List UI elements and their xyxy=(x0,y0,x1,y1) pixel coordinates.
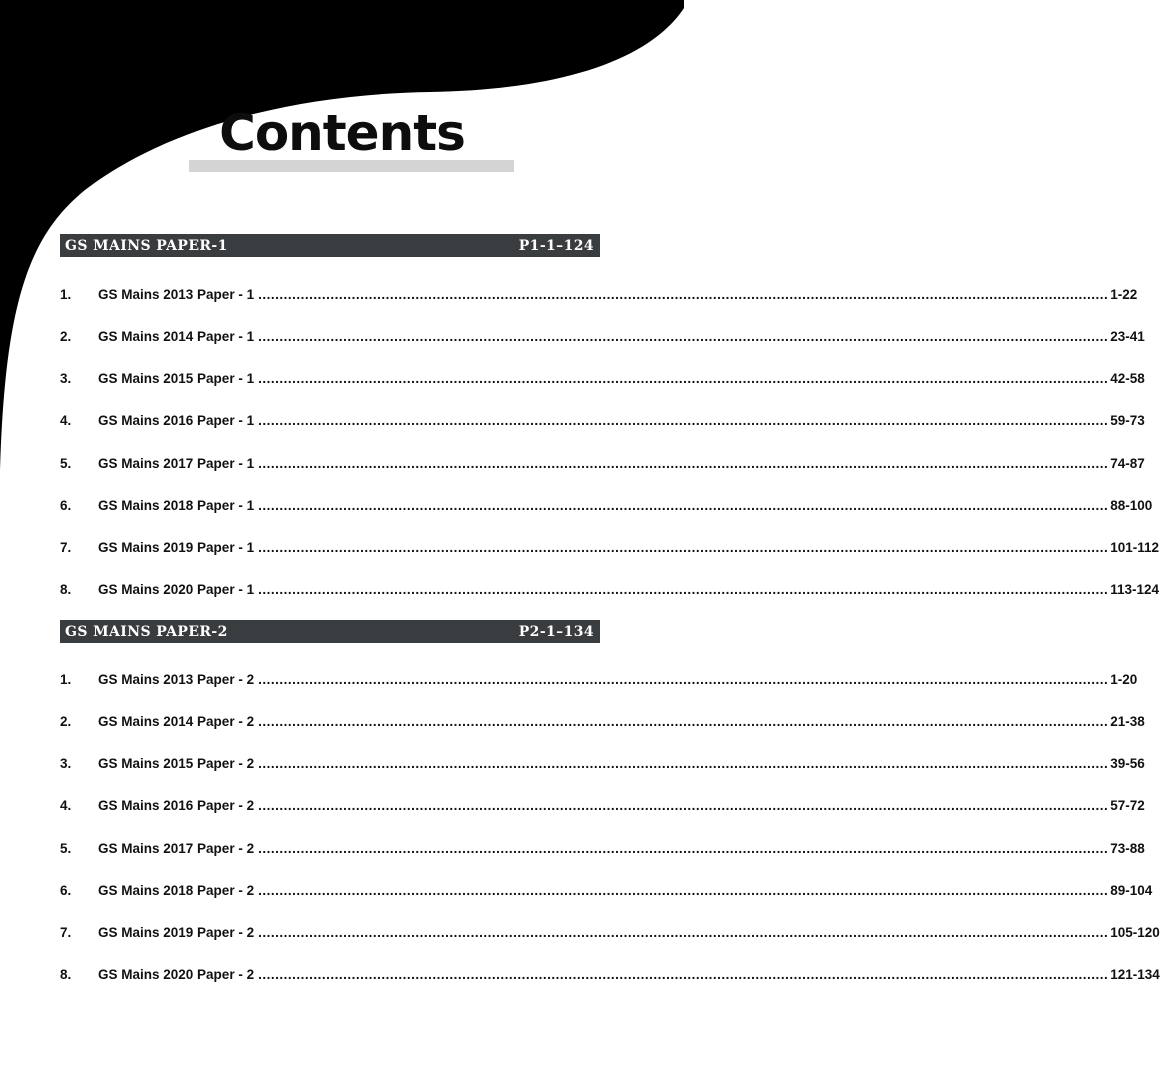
entry-label: GS Mains 2013 Paper - 1 xyxy=(98,287,255,302)
entry-pages: 1-22 xyxy=(1110,287,1138,302)
entry-pages: 57-72 xyxy=(1110,798,1145,813)
dot-leader: ........................................................................................................................................................................................................ xyxy=(258,883,1109,898)
entry-label: GS Mains 2020 Paper - 1 xyxy=(98,582,255,597)
entry-number: 7. xyxy=(60,540,72,555)
entry-pages: 59-73 xyxy=(1110,413,1145,428)
entry-number: 4. xyxy=(60,413,72,428)
entry-pages: 74-87 xyxy=(1110,456,1145,471)
toc-entry[interactable] xyxy=(60,371,1145,391)
entry-label: GS Mains 2017 Paper - 1 xyxy=(98,456,255,471)
entry-pages: 89-104 xyxy=(1110,883,1153,898)
entry-label: GS Mains 2014 Paper - 1 xyxy=(98,329,255,344)
entry-number: 6. xyxy=(60,498,72,513)
entry-pages: 1-20 xyxy=(1110,672,1138,687)
entry-number: 3. xyxy=(60,371,72,386)
entry-number: 5. xyxy=(60,456,72,471)
toc-entry[interactable] xyxy=(60,413,1145,433)
dot-leader: ........................................................................................................................................................................................................ xyxy=(258,714,1109,729)
entry-pages: 105-120 xyxy=(1110,925,1160,940)
entry-pages: 88-100 xyxy=(1110,498,1153,513)
entry-number: 1. xyxy=(60,672,72,687)
page-title: Contents xyxy=(219,104,465,162)
dot-leader: ........................................................................................................................................................................................................ xyxy=(258,798,1109,813)
entry-label: GS Mains 2016 Paper - 2 xyxy=(98,798,255,813)
toc-entry[interactable] xyxy=(60,756,1145,776)
toc-entry[interactable] xyxy=(60,540,1160,560)
entry-label: GS Mains 2019 Paper - 1 xyxy=(98,540,255,555)
entry-pages: 113-124 xyxy=(1110,582,1160,597)
toc-entry[interactable] xyxy=(60,925,1160,945)
dot-leader: ........................................................................................................................................................................................................ xyxy=(258,456,1109,471)
dot-leader: ........................................................................................................................................................................................................ xyxy=(258,672,1109,687)
toc-entry[interactable] xyxy=(60,967,1160,987)
entry-number: 7. xyxy=(60,925,72,940)
entry-label: GS Mains 2018 Paper - 1 xyxy=(98,498,255,513)
entry-pages: 39-56 xyxy=(1110,756,1145,771)
entry-pages: 73-88 xyxy=(1110,841,1145,856)
entry-label: GS Mains 2016 Paper - 1 xyxy=(98,413,255,428)
entry-number: 4. xyxy=(60,798,72,813)
entry-label: GS Mains 2015 Paper - 1 xyxy=(98,371,255,386)
section-header-paper-1 xyxy=(60,234,600,257)
dot-leader: ........................................................................................................................................................................................................ xyxy=(258,582,1109,597)
dot-leader: ........................................................................................................................................................................................................ xyxy=(258,540,1109,555)
toc-entry[interactable] xyxy=(60,287,1138,307)
toc-entry[interactable] xyxy=(60,798,1145,818)
dot-leader: ........................................................................................................................................................................................................ xyxy=(258,967,1109,982)
entry-pages: 101-112 xyxy=(1110,540,1160,555)
dot-leader: ........................................................................................................................................................................................................ xyxy=(258,371,1109,386)
entry-number: 8. xyxy=(60,582,72,597)
section-range: P1-1–124 xyxy=(518,237,594,254)
toc-entry[interactable] xyxy=(60,714,1145,734)
entry-pages: 23-41 xyxy=(1110,329,1145,344)
dot-leader: ........................................................................................................................................................................................................ xyxy=(258,925,1109,940)
section-name: GS MAINS PAPER-2 xyxy=(65,623,228,640)
entry-label: GS Mains 2013 Paper - 2 xyxy=(98,672,255,687)
entry-number: 6. xyxy=(60,883,72,898)
section-header-paper-2 xyxy=(60,620,600,643)
section-range: P2-1–134 xyxy=(518,623,594,640)
entry-number: 5. xyxy=(60,841,72,856)
entry-label: GS Mains 2014 Paper - 2 xyxy=(98,714,255,729)
dot-leader: ........................................................................................................................................................................................................ xyxy=(258,498,1109,513)
entry-pages: 121-134 xyxy=(1110,967,1160,982)
toc-entry[interactable] xyxy=(60,582,1160,602)
dot-leader: ........................................................................................................................................................................................................ xyxy=(258,413,1109,428)
entry-label: GS Mains 2018 Paper - 2 xyxy=(98,883,255,898)
toc-entry[interactable] xyxy=(60,841,1145,861)
toc-entry[interactable] xyxy=(60,329,1145,349)
entry-number: 3. xyxy=(60,756,72,771)
entry-label: GS Mains 2015 Paper - 2 xyxy=(98,756,255,771)
dot-leader: ........................................................................................................................................................................................................ xyxy=(258,841,1109,856)
toc-entry[interactable] xyxy=(60,883,1153,903)
entry-label: GS Mains 2019 Paper - 2 xyxy=(98,925,255,940)
section-name: GS MAINS PAPER-1 xyxy=(65,237,228,254)
toc-entry[interactable] xyxy=(60,672,1138,692)
toc-entry[interactable] xyxy=(60,498,1153,518)
entry-number: 8. xyxy=(60,967,72,982)
entry-label: GS Mains 2020 Paper - 2 xyxy=(98,967,255,982)
entry-number: 1. xyxy=(60,287,72,302)
entry-label: GS Mains 2017 Paper - 2 xyxy=(98,841,255,856)
toc-entry[interactable] xyxy=(60,456,1145,476)
entry-pages: 42-58 xyxy=(1110,371,1145,386)
entry-number: 2. xyxy=(60,329,72,344)
dot-leader: ........................................................................................................................................................................................................ xyxy=(258,287,1109,302)
entry-pages: 21-38 xyxy=(1110,714,1145,729)
dot-leader: ........................................................................................................................................................................................................ xyxy=(258,329,1109,344)
entry-number: 2. xyxy=(60,714,72,729)
dot-leader: ........................................................................................................................................................................................................ xyxy=(258,756,1109,771)
